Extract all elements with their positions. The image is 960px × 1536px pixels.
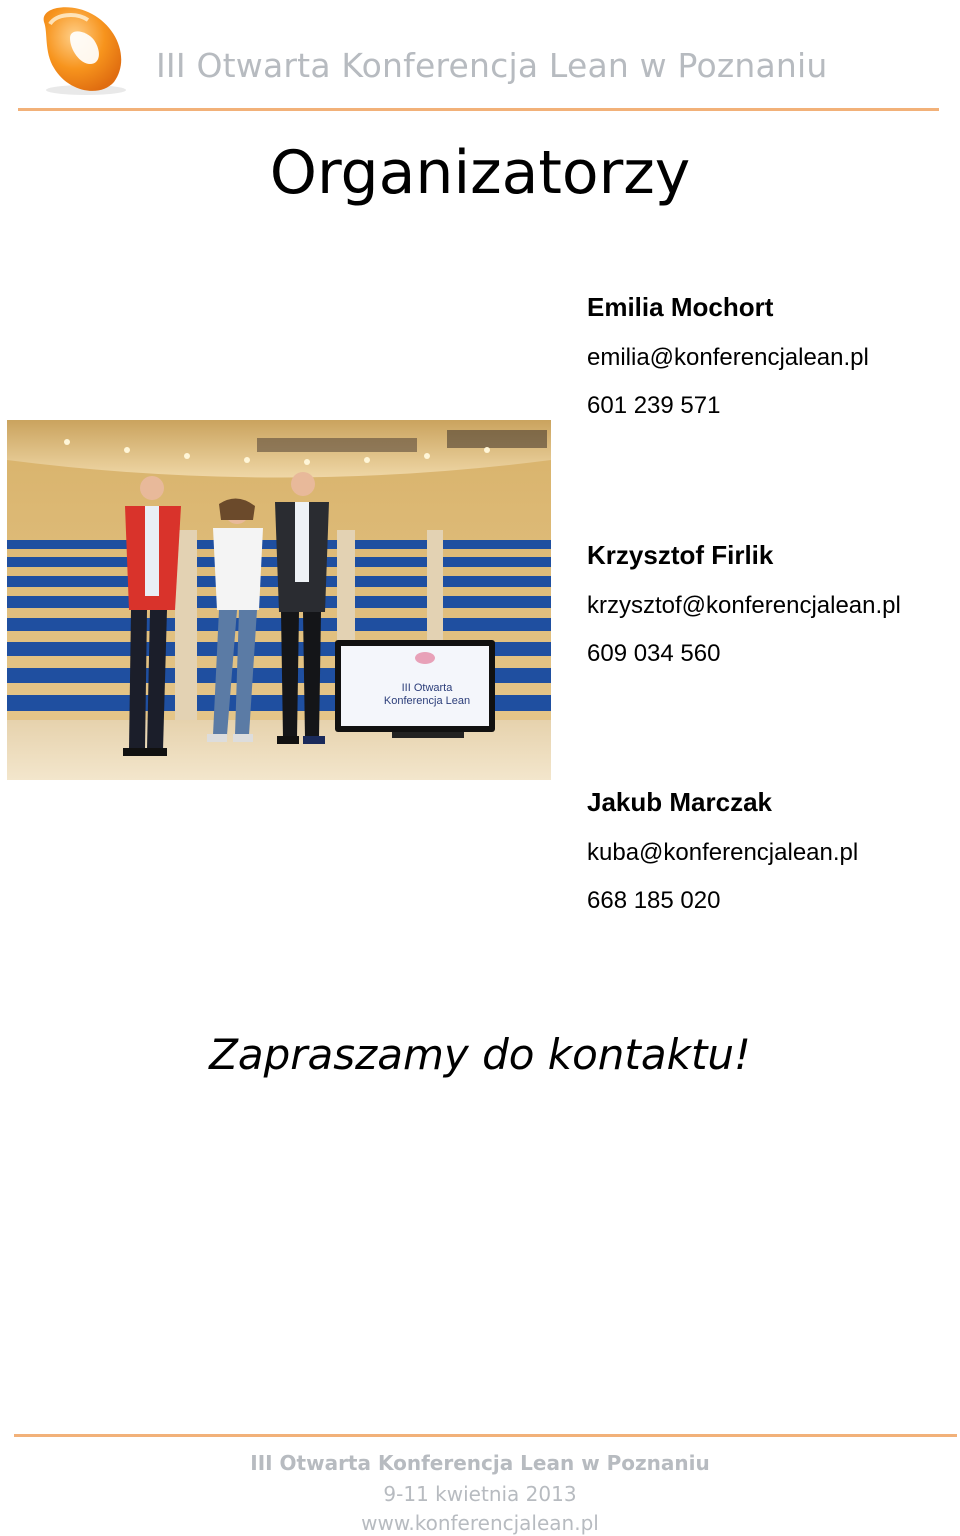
contact-card-jakub — [587, 785, 947, 918]
header-title: III Otwarta Konferencja Lean w Poznaniu — [156, 46, 828, 85]
screen-text-line2: Konferencja Lean — [383, 695, 471, 707]
contact-phone: 609 034 560 — [587, 640, 721, 667]
header-divider — [18, 108, 939, 111]
screen-text-line1: III Otwarta — [401, 682, 453, 694]
footer-divider — [14, 1434, 957, 1437]
footer-title: III Otwarta Konferencja Lean w Poznaniu — [250, 1451, 710, 1475]
contact-name: Emilia Mochort — [587, 292, 774, 322]
footer-website-link[interactable]: www.konferencjalean.pl — [361, 1511, 599, 1535]
page-title: Organizatorzy — [269, 138, 691, 208]
contact-phone: 668 185 020 — [587, 887, 721, 914]
contact-email[interactable]: kuba@konferencjalean.pl — [587, 839, 859, 866]
organizers-photo — [7, 420, 551, 780]
contact-email[interactable]: emilia@konferencjalean.pl — [587, 344, 869, 371]
contact-phone: 601 239 571 — [587, 392, 721, 419]
contact-email[interactable]: krzysztof@konferencjalean.pl — [587, 592, 901, 619]
contact-card-krzysztof — [587, 538, 947, 671]
contact-invitation: Zapraszamy do kontaktu! — [209, 1030, 751, 1079]
orange-ring-logo-icon — [30, 2, 140, 98]
contact-name: Jakub Marczak — [587, 787, 772, 817]
contact-card-emilia — [587, 290, 947, 423]
footer-date: 9-11 kwietnia 2013 — [383, 1482, 577, 1506]
contact-name: Krzysztof Firlik — [587, 540, 774, 570]
